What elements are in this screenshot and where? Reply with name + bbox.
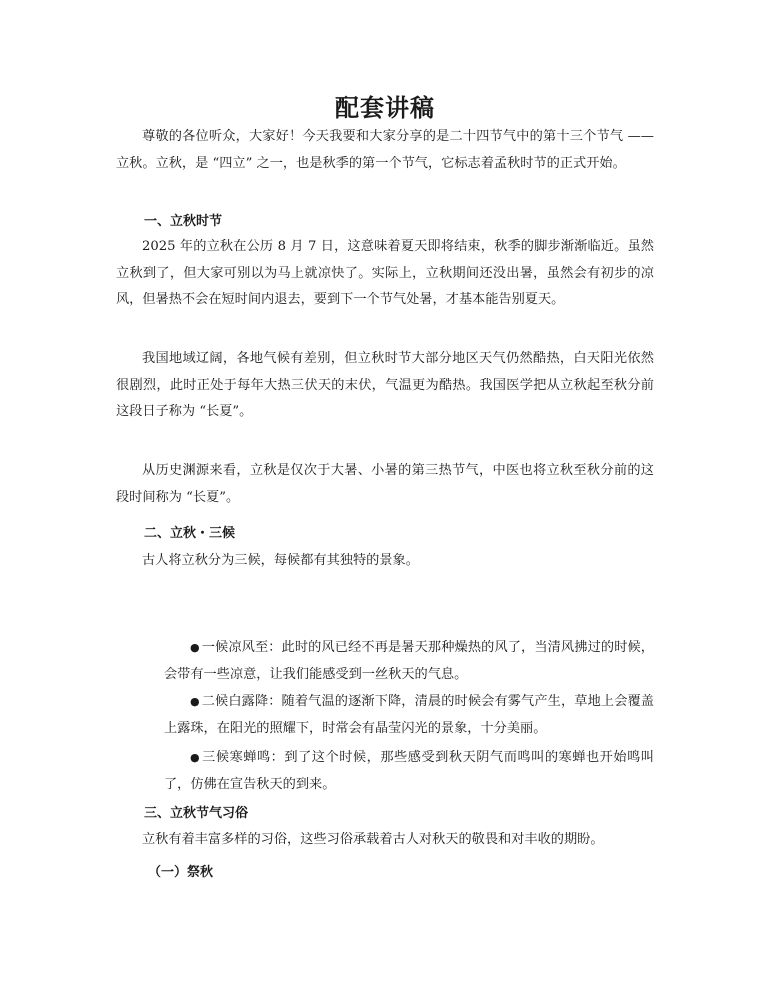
bullet-text: 二候白露降：随着气温的逐渐下降，清晨的时候会有雾气产生，草地上会覆盖上露珠，在阳光的照耀下，时常会有晶莹闪光的景象，十分美丽。	[164, 694, 654, 736]
section2-intro: 古人将立秋分为三候，每候都有其独特的景象。	[142, 553, 419, 568]
section1-paragraph-3: 从历史渊源来看，立秋是仅次于大暑、小暑的第三热节气，中医也将立秋至秋分前的这段时间称为 “长夏”。	[116, 463, 654, 505]
page-title: 配套讲稿	[335, 93, 435, 122]
list-item	[164, 688, 654, 742]
list-item	[164, 634, 654, 688]
section1-paragraph-1: 2025 年的立秋在公历 8 月 7 日，这意味着夏天即将结束，秋季的脚步渐渐临近。虽然立秋到了，但大家可别以为马上就凉快了。实际上，立秋期间还没出暑，虽然会有初步的凉风，但暑热不会在短时间内退去，要到下一个节气处暑，才基本能告别夏天。	[116, 239, 654, 307]
section3-heading: 三、立秋节气习俗	[144, 806, 249, 821]
section1-heading: 一、立秋时节	[144, 214, 223, 229]
section2-heading: 二、立秋・三候	[144, 526, 236, 541]
bullet-text: 三候寒蝉鸣：到了这个时候，那些感受到秋天阴气而鸣叫的寒蝉也开始鸣叫了，仿佛在宣告秋天的到来。	[164, 750, 654, 792]
bullet-icon: ●	[190, 641, 200, 654]
bullet-icon: ●	[190, 695, 200, 708]
section1-paragraph-2: 我国地域辽阔，各地气候有差别，但立秋时节大部分地区天气仍然酷热，白天阳光依然很剧烈，此时正处于每年大热三伏天的末伏，气温更为酷热。我国医学把从立秋起至秋分前这段日子称为 “长夏”。	[116, 351, 654, 419]
intro-paragraph: 尊敬的各位听众，大家好！今天我要和大家分享的是二十四节气中的第十三个节气 —— 立秋。立秋，是 “四立” 之一，也是秋季的第一个节气，它标志着孟秋时节的正式开始。	[116, 129, 654, 171]
bullet-text: 一候凉风至：此时的风已经不再是暑天那种燥热的风了，当清风拂过的时候，会带有一些凉意，让我们能感受到一丝秋天的气息。	[164, 640, 654, 682]
list-item	[164, 744, 654, 798]
section3-subheading: （一）祭秋	[148, 865, 214, 880]
section3-intro: 立秋有着丰富多样的习俗，这些习俗承载着古人对秋天的敬畏和对丰收的期盼。	[142, 832, 604, 847]
bullet-icon: ●	[190, 751, 201, 764]
